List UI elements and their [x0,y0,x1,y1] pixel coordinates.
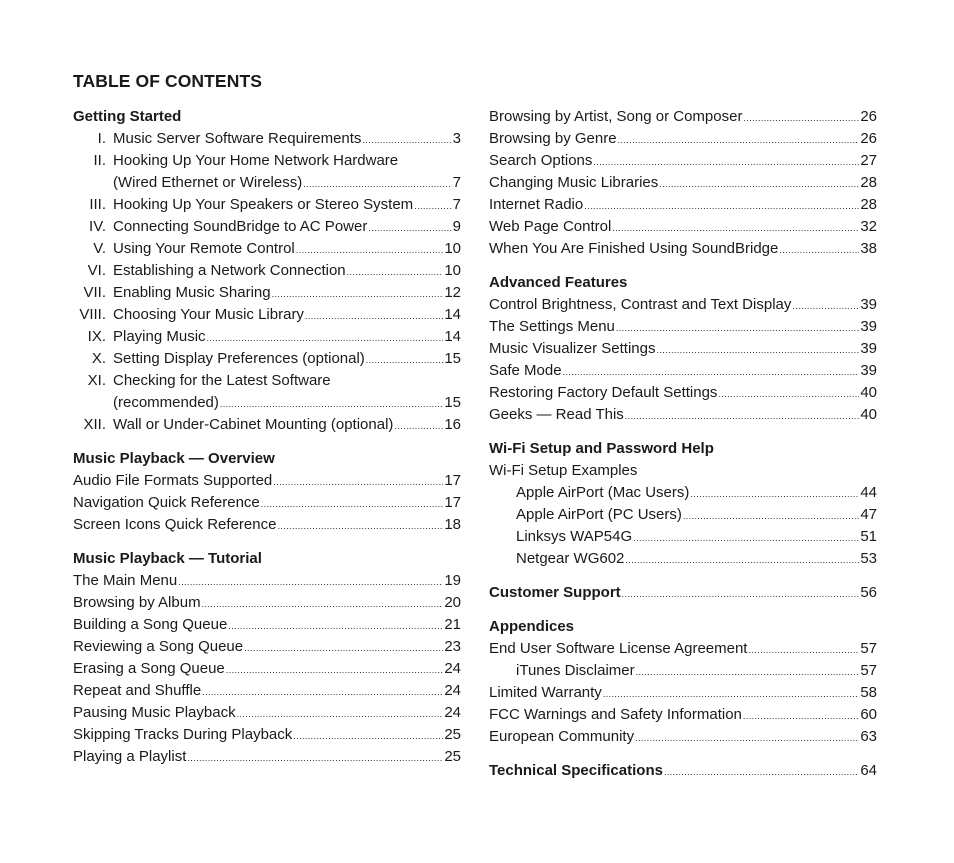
toc-entry[interactable] [489,726,877,748]
page-number: 57 [860,640,877,657]
leader-dots [296,239,444,261]
entry-number: I. [97,130,106,147]
entry-label: Browsing by Genre [489,130,617,147]
page-number: 24 [444,682,461,699]
section-gap [489,570,877,582]
leader-dots [622,583,860,605]
section-heading-entry[interactable] [489,582,877,604]
leader-dots [228,615,443,637]
entry-label: iTunes Disclaimer [516,662,635,679]
entry-number: IX. [87,328,106,345]
entry-label: End User Software License Agreement [489,640,748,657]
toc-entry[interactable] [489,660,877,682]
toc-entry[interactable] [73,128,461,150]
leader-dots [690,483,859,505]
entry-number: III. [89,196,106,213]
entry-number: VIII. [79,306,106,323]
entry-label: Geeks — Read This [489,406,624,423]
toc-entry[interactable] [489,460,877,482]
leader-dots [683,505,859,527]
page-number: 39 [860,362,877,379]
entry-label: Choosing Your Music Library [113,306,304,323]
entry-label: Enabling Music Sharing [113,284,271,301]
section-gap [489,748,877,760]
leader-dots [656,339,859,361]
leader-dots [202,681,443,703]
page-number: 64 [860,762,877,779]
entry-label: Browsing by Artist, Song or Composer [489,108,743,125]
entry-number: VI. [87,262,106,279]
entry-label: Limited Warranty [489,684,602,701]
page-number: 15 [444,350,461,367]
entry-label: Playing a Playlist [73,748,187,765]
toc-entry[interactable] [489,172,877,194]
page-number: 16 [444,416,461,433]
toc-entry[interactable] [489,316,877,338]
page-number: 40 [860,384,877,401]
leader-dots [202,593,444,615]
page-number: 39 [860,318,877,335]
section-heading-label: Appendices [489,618,575,635]
leader-dots [187,747,443,769]
toc-entry[interactable] [489,682,877,704]
toc-entry[interactable] [489,638,877,660]
leader-dots [272,283,444,305]
entry-label: Playing Music [113,328,206,345]
entry-label: Erasing a Song Queue [73,660,225,677]
toc-entry[interactable] [73,592,461,614]
entry-label: Netgear WG602 [516,550,625,567]
page-number: 51 [860,528,877,545]
leader-dots [633,527,859,549]
toc-entry[interactable] [73,172,461,194]
entry-number: XI. [87,372,106,389]
leader-dots [305,305,443,327]
leader-dots [779,239,859,261]
entry-label: Linksys WAP54G [516,528,633,545]
entry-number: II. [93,152,106,169]
leader-dots [347,261,444,283]
leader-dots [273,471,443,493]
toc-entry[interactable] [489,294,877,316]
page-number: 23 [444,638,461,655]
leader-dots [612,217,859,239]
page-number: 39 [860,296,877,313]
entry-label: Audio File Formats Supported [73,472,273,489]
leader-dots [635,727,859,749]
leader-dots [792,295,859,317]
entry-label: Changing Music Libraries [489,174,659,191]
entry-label: Connecting SoundBridge to AC Power [113,218,368,235]
leader-dots [207,327,444,349]
page-number: 17 [444,494,461,511]
entry-label: Setting Display Preferences (optional) [113,350,365,367]
entry-label: The Settings Menu [489,318,615,335]
toc-entry[interactable] [73,370,461,392]
toc-entry[interactable] [73,614,461,636]
leader-dots [220,393,443,415]
section-heading-label: Music Playback — Overview [73,450,275,467]
leader-dots [625,405,860,427]
section-heading [489,272,877,294]
section-heading-label: Advanced Features [489,274,628,291]
entry-label: Hooking Up Your Speakers or Stereo System [113,196,414,213]
page-number: 53 [860,550,877,567]
page-number: 56 [860,584,877,601]
page-number: 10 [444,240,461,257]
toc-entry[interactable] [489,128,877,150]
leader-dots [244,637,443,659]
entry-number: X. [91,350,106,367]
entry-number: IV. [89,218,106,235]
leader-dots [636,661,860,683]
page-number: 7 [452,174,461,191]
page-number: 60 [860,706,877,723]
toc-entry[interactable] [73,216,461,238]
entry-label: Reviewing a Song Queue [73,638,244,655]
section-gap [489,604,877,616]
page-number: 25 [444,748,461,765]
page-number: 19 [444,572,461,589]
section-heading-entry[interactable] [489,760,877,782]
page-number: 39 [860,340,877,357]
toc-entry[interactable] [489,482,877,504]
entry-label: Customer Support [489,584,621,601]
page-number: 24 [444,660,461,677]
page-number: 58 [860,684,877,701]
toc-entry[interactable] [489,360,877,382]
page-number: 3 [452,130,461,147]
toc-entry[interactable] [73,658,461,680]
leader-dots [362,129,451,151]
toc-entry[interactable] [73,636,461,658]
leader-dots [618,129,860,151]
toc-entry[interactable] [73,304,461,326]
leader-dots [748,639,859,661]
section-gap [489,260,877,272]
entry-label: Apple AirPort (Mac Users) [516,484,690,501]
toc-entry[interactable] [73,570,461,592]
page-number: 63 [860,728,877,745]
page-number: 14 [444,306,461,323]
leader-dots [664,761,859,783]
leader-dots [303,173,451,195]
leader-dots [293,725,443,747]
entry-label: Control Brightness, Contrast and Text Display [489,296,792,313]
entry-label: Internet Radio [489,196,584,213]
leader-dots [603,683,860,705]
section-heading [73,448,461,470]
section-heading-label: Music Playback — Tutorial [73,550,262,567]
entry-label: Skipping Tracks During Playback [73,726,293,743]
section-gap [489,426,877,438]
entry-label: Wall or Under-Cabinet Mounting (optional) [113,416,394,433]
leader-dots [593,151,859,173]
toc-entry[interactable] [73,194,461,216]
entry-label: When You Are Finished Using SoundBridge [489,240,779,257]
toc-entry[interactable] [489,382,877,404]
toc-entry[interactable] [489,150,877,172]
toc-entry[interactable] [73,282,461,304]
leader-dots [584,195,859,217]
leader-dots [414,195,451,217]
toc-entry[interactable] [489,504,877,526]
entry-number: XII. [83,416,106,433]
section-gap [73,436,461,448]
page-number: 7 [452,196,461,213]
section-heading-label: Getting Started [73,108,182,125]
section-heading [489,438,877,460]
section-heading-label: Wi-Fi Setup and Password Help [489,440,714,457]
leader-dots [366,349,444,371]
page-number: 32 [860,218,877,235]
entry-number: V. [93,240,106,257]
page-number: 40 [860,406,877,423]
leader-dots [226,659,444,681]
entry-label: The Main Menu [73,572,178,589]
leader-dots [659,173,859,195]
toc-entry[interactable] [73,680,461,702]
toc-entry[interactable] [489,238,877,260]
toc-entry[interactable] [489,704,877,726]
toc-right-column [489,106,877,782]
page-number: 18 [444,516,461,533]
entry-label: Browsing by Album [73,594,201,611]
page-number: 26 [860,108,877,125]
toc-entry[interactable] [73,150,461,172]
toc-entry[interactable] [73,746,461,768]
page-number: 28 [860,174,877,191]
leader-dots [178,571,443,593]
page-number: 9 [452,218,461,235]
page-number: 24 [444,704,461,721]
page-number: 47 [860,506,877,523]
toc-entry[interactable] [73,260,461,282]
entry-label: Establishing a Network Connection [113,262,346,279]
page-number: 21 [444,616,461,633]
page-number: 10 [444,262,461,279]
entry-label: Music Server Software Requirements [113,130,362,147]
entry-label: Hooking Up Your Home Network Hardware [113,152,399,169]
section-heading [73,106,461,128]
leader-dots [743,705,859,727]
toc-entry[interactable] [489,194,877,216]
page-number: 15 [444,394,461,411]
toc-entry[interactable] [489,216,877,238]
page-number: 14 [444,328,461,345]
entry-label: FCC Warnings and Safety Information [489,706,742,723]
leader-dots [277,515,443,537]
entry-label: Safe Mode [489,362,562,379]
entry-label: Technical Specifications [489,762,663,779]
page-number: 44 [860,484,877,501]
toc-left-column [73,106,461,768]
entry-label: Building a Song Queue [73,616,228,633]
toc-entry[interactable] [73,514,461,536]
leader-dots [625,549,859,571]
toc-entry[interactable] [73,470,461,492]
entry-label: Music Visualizer Settings [489,340,656,357]
entry-label: Web Page Control [489,218,612,235]
toc-entry[interactable] [489,548,877,570]
toc-entry[interactable] [73,326,461,348]
entry-label: Navigation Quick Reference [73,494,260,511]
page-number: 27 [860,152,877,169]
toc-entry[interactable] [73,414,461,436]
page-number: 17 [444,472,461,489]
toc-entry[interactable] [73,702,461,724]
section-gap [73,536,461,548]
page-number: 20 [444,594,461,611]
toc-entry[interactable] [489,526,877,548]
leader-dots [368,217,451,239]
leader-dots [237,703,444,725]
entry-label: Restoring Factory Default Settings [489,384,718,401]
entry-label: Checking for the Latest Software [113,372,331,389]
leader-dots [563,361,860,383]
page-number: 12 [444,284,461,301]
entry-label: Screen Icons Quick Reference [73,516,277,533]
section-heading [73,548,461,570]
page-number: 26 [860,130,877,147]
page-number: 28 [860,196,877,213]
entry-label: Pausing Music Playback [73,704,236,721]
entry-label: Repeat and Shuffle [73,682,202,699]
leader-dots [394,415,443,437]
entry-label: Wi-Fi Setup Examples [489,462,638,479]
leader-dots [718,383,859,405]
toc-entry[interactable] [73,724,461,746]
entry-label: (recommended) [113,394,219,411]
page-number: 38 [860,240,877,257]
entry-label: European Community [489,728,635,745]
entry-label: Apple AirPort (PC Users) [516,506,682,523]
page-title: TABLE OF CONTENTS [73,71,263,91]
leader-dots [261,493,444,515]
toc-entry[interactable] [73,392,461,414]
toc-entry[interactable] [73,492,461,514]
entry-label: (Wired Ethernet or Wireless) [113,174,303,191]
toc-entry[interactable] [489,106,877,128]
entry-label: Search Options [489,152,593,169]
section-heading [489,616,877,638]
leader-dots [616,317,859,339]
toc-entry[interactable] [489,338,877,360]
page-number: 25 [444,726,461,743]
entry-number: VII. [83,284,106,301]
toc-entry[interactable] [73,348,461,370]
leader-dots [743,107,859,129]
page-number: 57 [860,662,877,679]
entry-label: Using Your Remote Control [113,240,295,257]
toc-entry[interactable] [73,238,461,260]
toc-entry[interactable] [489,404,877,426]
